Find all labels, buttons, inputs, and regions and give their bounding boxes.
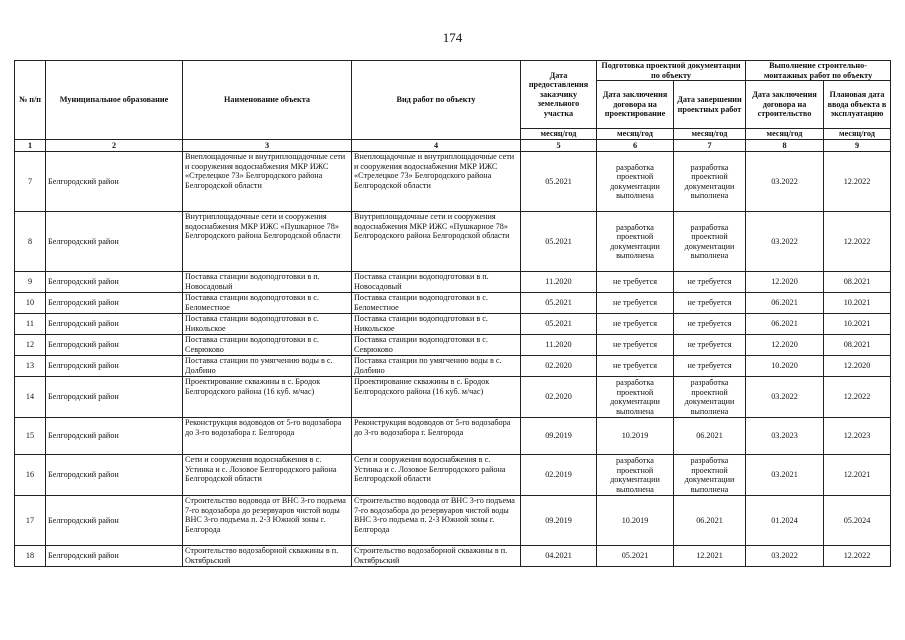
column-number: 9 xyxy=(824,140,891,152)
column-number: 8 xyxy=(746,140,824,152)
design-done-cell: 06.2021 xyxy=(674,418,746,455)
object-name-cell: Поставка станции по умягчению воды в с. Долбино xyxy=(183,356,352,377)
row-number: 7 xyxy=(15,152,46,212)
object-name-cell: Проектирование скважины в с. Бродок Белгородского района (16 куб. м/час) xyxy=(183,377,352,418)
table-row xyxy=(15,152,891,212)
commission-date-cell: 12.2021 xyxy=(824,455,891,496)
land-date-cell: 02.2020 xyxy=(521,377,597,418)
land-date-cell: 02.2019 xyxy=(521,455,597,496)
design-contract-cell: не требуется xyxy=(597,356,674,377)
build-contract-cell: 03.2022 xyxy=(746,212,824,272)
table-row xyxy=(15,418,891,455)
header-design-done: Дата завершении проектных работ xyxy=(674,81,746,129)
commission-date-cell: 12.2020 xyxy=(824,356,891,377)
design-contract-cell: не требуется xyxy=(597,314,674,335)
build-contract-cell: 03.2022 xyxy=(746,377,824,418)
object-name-cell: Поставка станции водоподготовки в с. Севрюково xyxy=(183,335,352,356)
column-number: 1 xyxy=(15,140,46,152)
build-contract-cell: 03.2021 xyxy=(746,455,824,496)
header-commission: Плановая дата ввода объекта в эксплуатацию xyxy=(824,81,891,129)
commission-date-cell: 08.2021 xyxy=(824,272,891,293)
column-number: 3 xyxy=(183,140,352,152)
design-done-cell: не требуется xyxy=(674,293,746,314)
commission-date-cell: 12.2022 xyxy=(824,152,891,212)
municipality-cell: Белгородский район xyxy=(46,455,183,496)
header-object: Наименование объекта xyxy=(183,61,352,140)
row-number: 18 xyxy=(15,546,46,567)
design-done-cell: не требуется xyxy=(674,314,746,335)
commission-date-cell: 08.2021 xyxy=(824,335,891,356)
header-municipality: Муниципальное образование xyxy=(46,61,183,140)
object-name-cell: Строительство водовода от ВНС 3-го подъема 7-го водозабора до резервуаров чистой воды ВНС 3-го подъема п. 2-3 Южной зоны г. Белгорода xyxy=(183,496,352,546)
design-done-cell: 12.2021 xyxy=(674,546,746,567)
design-contract-cell: разработка проектной документации выполнена xyxy=(597,377,674,418)
unit-label: месяц/год xyxy=(521,129,597,140)
work-type-cell: Поставка станции водоподготовки в п. Новосадовый xyxy=(352,272,521,293)
build-contract-cell: 10.2020 xyxy=(746,356,824,377)
unit-label: месяц/год xyxy=(674,129,746,140)
land-date-cell: 11.2020 xyxy=(521,272,597,293)
land-date-cell: 09.2019 xyxy=(521,418,597,455)
commission-date-cell: 05.2024 xyxy=(824,496,891,546)
row-number: 17 xyxy=(15,496,46,546)
municipality-cell: Белгородский район xyxy=(46,212,183,272)
row-number: 14 xyxy=(15,377,46,418)
object-name-cell: Реконструкция водоводов от 5-го водозабора до 3-го водозабора г. Белгорода xyxy=(183,418,352,455)
work-type-cell: Поставка станции водоподготовки в с. Севрюково xyxy=(352,335,521,356)
work-type-cell: Поставка станции водоподготовки в с. Никольское xyxy=(352,314,521,335)
build-contract-cell: 06.2021 xyxy=(746,293,824,314)
land-date-cell: 05.2021 xyxy=(521,212,597,272)
design-done-cell: не требуется xyxy=(674,272,746,293)
row-number: 8 xyxy=(15,212,46,272)
header-no: № п/п xyxy=(15,61,46,140)
work-type-cell: Реконструкция водоводов от 5-го водозабора до 3-го водозабора г. Белгорода xyxy=(352,418,521,455)
build-contract-cell: 03.2023 xyxy=(746,418,824,455)
unit-label: месяц/год xyxy=(597,129,674,140)
municipality-cell: Белгородский район xyxy=(46,272,183,293)
municipality-cell: Белгородский район xyxy=(46,377,183,418)
design-contract-cell: не требуется xyxy=(597,293,674,314)
design-contract-cell: не требуется xyxy=(597,335,674,356)
commission-date-cell: 12.2022 xyxy=(824,212,891,272)
table-row xyxy=(15,546,891,567)
build-contract-cell: 12.2020 xyxy=(746,335,824,356)
unit-label: месяц/год xyxy=(746,129,824,140)
object-name-cell: Строительство водозаборной скважины в п. Октябрьский xyxy=(183,546,352,567)
table-row xyxy=(15,455,891,496)
column-number: 5 xyxy=(521,140,597,152)
municipality-cell: Белгородский район xyxy=(46,293,183,314)
municipality-cell: Белгородский район xyxy=(46,546,183,567)
work-type-cell: Внутриплощадочные сети и сооружения водоснабжения МКР ИЖС «Пушкарное 78» Белгородского района Белгородской области xyxy=(352,212,521,272)
object-name-cell: Внеплощадочные и внутриплощадочные сети и сооружения водоснабжения МКР ИЖС «Стрелецкое 73» Белгородского района Белгородской области xyxy=(183,152,352,212)
design-contract-cell: 05.2021 xyxy=(597,546,674,567)
design-done-cell: разработка проектной документации выполнена xyxy=(674,212,746,272)
land-date-cell: 11.2020 xyxy=(521,335,597,356)
objects-table xyxy=(14,60,891,567)
object-name-cell: Поставка станции водоподготовки в с. Никольское xyxy=(183,314,352,335)
work-type-cell: Строительство водозаборной скважины в п. Октябрьский xyxy=(352,546,521,567)
table-row xyxy=(15,272,891,293)
object-name-cell: Поставка станции водоподготовки в п. Новосадовый xyxy=(183,272,352,293)
work-type-cell: Поставка станции водоподготовки в с. Беломестное xyxy=(352,293,521,314)
design-contract-cell: разработка проектной документации выполнена xyxy=(597,455,674,496)
work-type-cell: Внеплощадочные и внутриплощадочные сети и сооружения водоснабжения МКР ИЖС «Стрелецкое 73» Белгородского района Белгородской области xyxy=(352,152,521,212)
object-name-cell: Внутриплощадочные сети и сооружения водоснабжения МКР ИЖС «Пушкарное 78» Белгородского района Белгородской области xyxy=(183,212,352,272)
work-type-cell: Проектирование скважины в с. Бродок Белгородского района (16 куб. м/час) xyxy=(352,377,521,418)
build-contract-cell: 01.2024 xyxy=(746,496,824,546)
row-number: 11 xyxy=(15,314,46,335)
row-number: 15 xyxy=(15,418,46,455)
table-row xyxy=(15,356,891,377)
commission-date-cell: 10.2021 xyxy=(824,293,891,314)
column-number: 4 xyxy=(352,140,521,152)
table-row xyxy=(15,377,891,418)
unit-label: месяц/год xyxy=(824,129,891,140)
commission-date-cell: 10.2021 xyxy=(824,314,891,335)
table-row xyxy=(15,293,891,314)
build-contract-cell: 06.2021 xyxy=(746,314,824,335)
row-number: 10 xyxy=(15,293,46,314)
table-row xyxy=(15,335,891,356)
land-date-cell: 05.2021 xyxy=(521,293,597,314)
row-number: 16 xyxy=(15,455,46,496)
design-done-cell: не требуется xyxy=(674,356,746,377)
column-number: 6 xyxy=(597,140,674,152)
municipality-cell: Белгородский район xyxy=(46,356,183,377)
municipality-cell: Белгородский район xyxy=(46,418,183,455)
commission-date-cell: 12.2023 xyxy=(824,418,891,455)
build-contract-cell: 03.2022 xyxy=(746,152,824,212)
land-date-cell: 05.2021 xyxy=(521,314,597,335)
land-date-cell: 05.2021 xyxy=(521,152,597,212)
row-number: 13 xyxy=(15,356,46,377)
object-name-cell: Поставка станции водоподготовки в с. Беломестное xyxy=(183,293,352,314)
work-type-cell: Поставка станции по умягчению воды в с. Долбино xyxy=(352,356,521,377)
design-done-cell: не требуется xyxy=(674,335,746,356)
header-work: Вид работ по объекту xyxy=(352,61,521,140)
build-contract-cell: 12.2020 xyxy=(746,272,824,293)
page-number: 174 xyxy=(442,30,463,45)
design-contract-cell: разработка проектной документации выполнена xyxy=(597,212,674,272)
design-contract-cell: не требуется xyxy=(597,272,674,293)
table-row xyxy=(15,496,891,546)
header-design-contract: Дата заключения договора на проектирование xyxy=(597,81,674,129)
municipality-cell: Белгородский район xyxy=(46,496,183,546)
municipality-cell: Белгородский район xyxy=(46,314,183,335)
row-number: 12 xyxy=(15,335,46,356)
commission-date-cell: 12.2022 xyxy=(824,377,891,418)
design-done-cell: разработка проектной документации выполнена xyxy=(674,377,746,418)
column-number: 2 xyxy=(46,140,183,152)
municipality-cell: Белгородский район xyxy=(46,335,183,356)
commission-date-cell: 12.2022 xyxy=(824,546,891,567)
design-contract-cell: 10.2019 xyxy=(597,418,674,455)
column-number: 7 xyxy=(674,140,746,152)
land-date-cell: 02.2020 xyxy=(521,356,597,377)
land-date-cell: 04.2021 xyxy=(521,546,597,567)
design-done-cell: 06.2021 xyxy=(674,496,746,546)
header-design-group: Подготовка проектной документации по объекту xyxy=(597,61,746,81)
column-number-row xyxy=(15,140,891,152)
header-construction-group: Выполнение строительно-монтажных работ по объекту xyxy=(746,61,891,81)
build-contract-cell: 03.2022 xyxy=(746,546,824,567)
land-date-cell: 09.2019 xyxy=(521,496,597,546)
design-contract-cell: 10.2019 xyxy=(597,496,674,546)
municipality-cell: Белгородский район xyxy=(46,152,183,212)
header-land-date: Дата предоставления заказчику земельного участка xyxy=(521,61,597,129)
work-type-cell: Строительство водовода от ВНС 3-го подъема 7-го водозабора до резервуаров чистой воды ВНС 3-го подъема п. 2-3 Южной зоны г. Белгорода xyxy=(352,496,521,546)
table-row xyxy=(15,212,891,272)
object-name-cell: Сети и сооружения водоснабжения в с. Устинка и с. Лозовое Белгородского района Белгородской области xyxy=(183,455,352,496)
design-done-cell: разработка проектной документации выполнена xyxy=(674,455,746,496)
header-build-contract: Дата заключения договора на строительство xyxy=(746,81,824,129)
table-row xyxy=(15,314,891,335)
work-type-cell: Сети и сооружения водоснабжения в с. Устинка и с. Лозовое Белгородского района Белгородской области xyxy=(352,455,521,496)
row-number: 9 xyxy=(15,272,46,293)
design-contract-cell: разработка проектной документации выполнена xyxy=(597,152,674,212)
design-done-cell: разработка проектной документации выполнена xyxy=(674,152,746,212)
